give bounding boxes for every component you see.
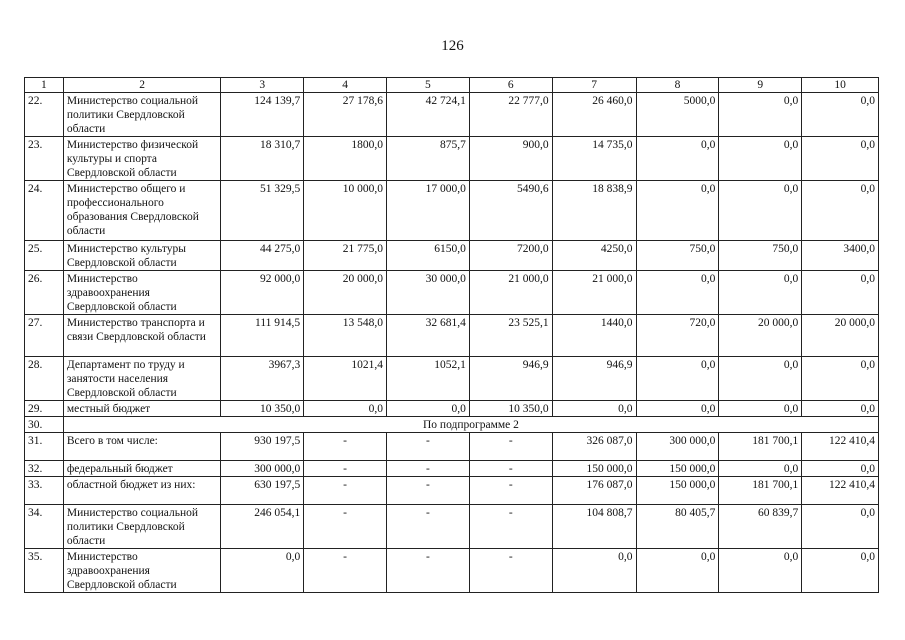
value-cell: 3400,0 [802,241,879,271]
value-cell: 750,0 [719,241,802,271]
value-cell: 0,0 [802,181,879,241]
column-header: 5 [387,78,470,93]
row-name: Министерство общего и профессионального образования Свердловской области [63,181,221,241]
value-cell: 60 839,7 [719,505,802,549]
value-cell: 13 548,0 [304,315,387,357]
table-row [25,461,879,477]
value-cell: 0,0 [719,181,802,241]
value-cell: 0,0 [636,271,719,315]
value-cell: - [304,461,387,477]
value-cell: 10 350,0 [221,401,304,417]
table-row [25,137,879,181]
value-cell: 181 700,1 [719,433,802,461]
value-cell: 20 000,0 [304,271,387,315]
value-cell: - [469,477,552,505]
value-cell: 22 777,0 [469,93,552,137]
value-cell: 10 000,0 [304,181,387,241]
value-cell: 21 000,0 [469,271,552,315]
value-cell: 946,9 [552,357,636,401]
value-cell: 0,0 [719,401,802,417]
row-name: Министерство культуры Свердловской области [63,241,221,271]
row-number: 32. [25,461,64,477]
value-cell: 0,0 [802,93,879,137]
value-cell: 0,0 [802,461,879,477]
value-cell: 92 000,0 [221,271,304,315]
column-header: 9 [719,78,802,93]
column-header: 6 [469,78,552,93]
table-row [25,181,879,241]
value-cell: 300 000,0 [221,461,304,477]
value-cell: - [304,433,387,461]
column-header: 10 [802,78,879,93]
value-cell: 150 000,0 [636,461,719,477]
value-cell: - [387,477,470,505]
value-cell: 51 329,5 [221,181,304,241]
table-row [25,477,879,505]
column-header: 2 [63,78,221,93]
value-cell: 23 525,1 [469,315,552,357]
value-cell: - [469,433,552,461]
value-cell: 246 054,1 [221,505,304,549]
value-cell: 44 275,0 [221,241,304,271]
value-cell: 720,0 [636,315,719,357]
value-cell: 42 724,1 [387,93,470,137]
row-name: местный бюджет [63,401,221,417]
value-cell: - [387,433,470,461]
value-cell: 326 087,0 [552,433,636,461]
value-cell: 0,0 [719,461,802,477]
value-cell: 150 000,0 [636,477,719,505]
value-cell: 3967,3 [221,357,304,401]
value-cell: 0,0 [387,401,470,417]
row-name: Министерство транспорта и связи Свердловской области [63,315,221,357]
value-cell: 17 000,0 [387,181,470,241]
value-cell: - [304,477,387,505]
row-number: 22. [25,93,64,137]
table-row [25,433,879,461]
value-cell: 104 808,7 [552,505,636,549]
value-cell: - [469,505,552,549]
column-header: 3 [221,78,304,93]
value-cell: 0,0 [636,549,719,593]
table-row [25,505,879,549]
value-cell: 0,0 [802,505,879,549]
table-row [25,241,879,271]
value-cell: 0,0 [802,549,879,593]
value-cell: - [387,505,470,549]
value-cell: 0,0 [719,549,802,593]
value-cell: 750,0 [636,241,719,271]
value-cell: 80 405,7 [636,505,719,549]
value-cell: 0,0 [636,401,719,417]
budget-table [24,77,879,593]
section-title: По подпрограмме 2 [63,417,878,433]
column-header: 1 [25,78,64,93]
row-number: 33. [25,477,64,505]
column-header: 8 [636,78,719,93]
section-row [25,417,879,433]
value-cell: 0,0 [802,401,879,417]
row-name: областной бюджет из них: [63,477,221,505]
value-cell: 0,0 [221,549,304,593]
value-cell: 0,0 [636,137,719,181]
value-cell: 20 000,0 [719,315,802,357]
table-row [25,357,879,401]
row-number: 26. [25,271,64,315]
value-cell: 300 000,0 [636,433,719,461]
value-cell: 14 735,0 [552,137,636,181]
value-cell: 0,0 [802,271,879,315]
value-cell: - [387,549,470,593]
row-name: Министерство здравоохранения Свердловской области [63,549,221,593]
row-name: Министерство социальной политики Свердловской области [63,505,221,549]
value-cell: 0,0 [719,137,802,181]
value-cell: 875,7 [387,137,470,181]
row-name: Департамент по труду и занятости населения Свердловской области [63,357,221,401]
row-number: 29. [25,401,64,417]
value-cell: - [304,505,387,549]
value-cell: 18 838,9 [552,181,636,241]
table-body [25,78,879,593]
value-cell: - [387,461,470,477]
value-cell: 0,0 [719,93,802,137]
value-cell: 7200,0 [469,241,552,271]
value-cell: 1800,0 [304,137,387,181]
table-header-row [25,78,879,93]
row-name: Министерство физической культуры и спорта Свердловской области [63,137,221,181]
row-number: 34. [25,505,64,549]
value-cell: 930 197,5 [221,433,304,461]
value-cell: 181 700,1 [719,477,802,505]
table-row [25,93,879,137]
value-cell: 0,0 [802,357,879,401]
value-cell: 0,0 [552,549,636,593]
value-cell: 122 410,4 [802,433,879,461]
value-cell: 30 000,0 [387,271,470,315]
value-cell: 1052,1 [387,357,470,401]
value-cell: - [469,461,552,477]
row-number: 25. [25,241,64,271]
value-cell: 6150,0 [387,241,470,271]
row-number: 27. [25,315,64,357]
row-name: федеральный бюджет [63,461,221,477]
column-header: 4 [304,78,387,93]
table-row [25,271,879,315]
value-cell: 111 914,5 [221,315,304,357]
row-number: 31. [25,433,64,461]
value-cell: 20 000,0 [802,315,879,357]
table-row [25,549,879,593]
value-cell: 21 775,0 [304,241,387,271]
value-cell: 10 350,0 [469,401,552,417]
value-cell: 176 087,0 [552,477,636,505]
value-cell: 150 000,0 [552,461,636,477]
value-cell: 27 178,6 [304,93,387,137]
value-cell: 18 310,7 [221,137,304,181]
value-cell: 0,0 [636,357,719,401]
value-cell: 0,0 [802,137,879,181]
value-cell: 124 139,7 [221,93,304,137]
row-number: 28. [25,357,64,401]
row-name: Министерство здравоохранения Свердловской области [63,271,221,315]
table-row [25,401,879,417]
value-cell: 5000,0 [636,93,719,137]
value-cell: - [469,549,552,593]
value-cell: 0,0 [304,401,387,417]
value-cell: 21 000,0 [552,271,636,315]
value-cell: 1021,4 [304,357,387,401]
row-number: 35. [25,549,64,593]
value-cell: 32 681,4 [387,315,470,357]
row-name: Всего в том числе: [63,433,221,461]
value-cell: - [304,549,387,593]
column-header: 7 [552,78,636,93]
value-cell: 946,9 [469,357,552,401]
value-cell: 5490,6 [469,181,552,241]
row-number: 23. [25,137,64,181]
value-cell: 1440,0 [552,315,636,357]
value-cell: 4250,0 [552,241,636,271]
row-name: Министерство социальной политики Свердловской области [63,93,221,137]
value-cell: 630 197,5 [221,477,304,505]
value-cell: 0,0 [552,401,636,417]
value-cell: 0,0 [636,181,719,241]
page-number: 126 [441,38,464,54]
value-cell: 122 410,4 [802,477,879,505]
table-row [25,315,879,357]
value-cell: 26 460,0 [552,93,636,137]
value-cell: 900,0 [469,137,552,181]
row-number: 30. [25,417,64,433]
value-cell: 0,0 [719,271,802,315]
row-number: 24. [25,181,64,241]
value-cell: 0,0 [719,357,802,401]
